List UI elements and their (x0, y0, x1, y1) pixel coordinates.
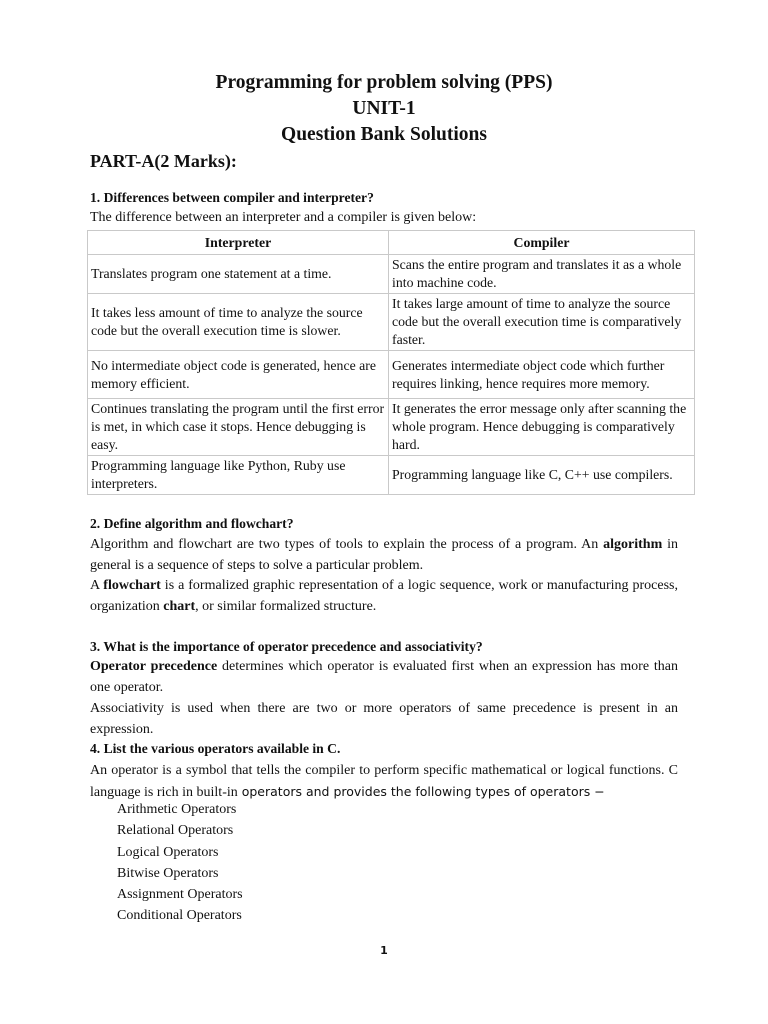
document-title: Programming for problem solving (PPS) (215, 72, 553, 93)
table-row (88, 351, 695, 399)
q2-text: is a formalized graphic representation of a logic sequence, work or manufacturing process, organization (90, 578, 678, 614)
question-1-intro: The difference between an interpreter and a compiler is given below: (90, 210, 477, 225)
question-2-heading: 2. Define algorithm and flowchart? (90, 516, 294, 531)
table-header-compiler: Compiler (389, 231, 695, 255)
list-item: Arithmetic Operators (117, 802, 237, 817)
table-header-row (88, 231, 695, 255)
q3-text: determines which operator is evaluated first when an expression has more than one operator. (90, 659, 678, 695)
table-cell: Translates program one statement at a time. (88, 255, 389, 294)
table-cell: Programming language like C, C++ use compilers. (389, 456, 695, 495)
list-item: Assignment Operators (117, 887, 243, 903)
list-item: Relational Operators (117, 823, 234, 839)
table-cell: Programming language like Python, Ruby use interpreters. (88, 456, 389, 495)
table-row (88, 399, 695, 456)
question-3-paragraph-1 (90, 657, 678, 698)
q2-text: , or similar formalized structure. (195, 598, 377, 614)
q4-text: An operator is a symbol that tells the compiler to perform specific mathematical or logical functions. C language is rich in built-in (90, 763, 678, 800)
q2-term-algorithm: algorithm (603, 537, 663, 552)
q4-text-tail: operators and provides the following types of operators − (237, 783, 605, 799)
table-cell: It generates the error message only after scanning the whole program. Hence debugging is comparatively hard. (389, 399, 695, 456)
q2-text: A (90, 578, 104, 593)
question-2-paragraph-1 (90, 535, 678, 576)
q3-term-operator-precedence: Operator precedence (90, 659, 218, 674)
question-2-paragraph-2 (90, 576, 678, 617)
subtitle: Question Bank Solutions (281, 124, 487, 145)
q2-term-flowchart: flowchart (103, 578, 161, 593)
q2-text: Algorithm and flowchart are two types of tools to explain the process of a program. An (90, 537, 599, 552)
question-3-paragraph-2: Associativity is used when there are two or more operators of same precedence is present in an expression. (90, 701, 678, 737)
list-item: Bitwise Operators (117, 865, 219, 881)
table-row (88, 456, 695, 495)
unit-title: UNIT-1 (352, 98, 416, 119)
question-1-heading: 1. Differences between compiler and interpreter? (90, 190, 374, 205)
page-number: 1 (380, 944, 388, 957)
question-3-heading: 3. What is the importance of operator precedence and associativity? (90, 639, 483, 654)
table-cell: Scans the entire program and translates it as a whole into machine code. (389, 255, 695, 294)
q2-term-chart: chart (163, 598, 196, 614)
list-item: Logical Operators (117, 844, 219, 860)
table-cell: Continues translating the program until the first error is met, in which case it stops. Hence debugging is easy. (88, 399, 389, 456)
question-4-heading: 4. List the various operators available in C. (90, 741, 341, 756)
operators-list (117, 799, 243, 927)
table-row (88, 294, 695, 351)
table-cell: No intermediate object code is generated, hence are memory efficient. (88, 351, 389, 399)
list-item: Conditional Operators (117, 908, 242, 924)
table-header-interpreter: Interpreter (88, 231, 389, 255)
table-cell: Generates intermediate object code which further requires linking, hence requires more memory. (389, 351, 695, 399)
part-heading: PART-A(2 Marks): (90, 151, 237, 171)
table-cell: It takes large amount of time to analyze the source code but the overall execution time is comparatively faster. (389, 294, 695, 351)
table-row (88, 255, 695, 294)
comparison-table (87, 230, 695, 495)
q2-text: in general is a sequence of steps to solve a particular problem. (90, 537, 679, 573)
table-cell: It takes less amount of time to analyze the source code but the overall execution time is slower. (88, 294, 389, 351)
title-block (0, 70, 768, 148)
question-4-paragraph (90, 761, 678, 803)
